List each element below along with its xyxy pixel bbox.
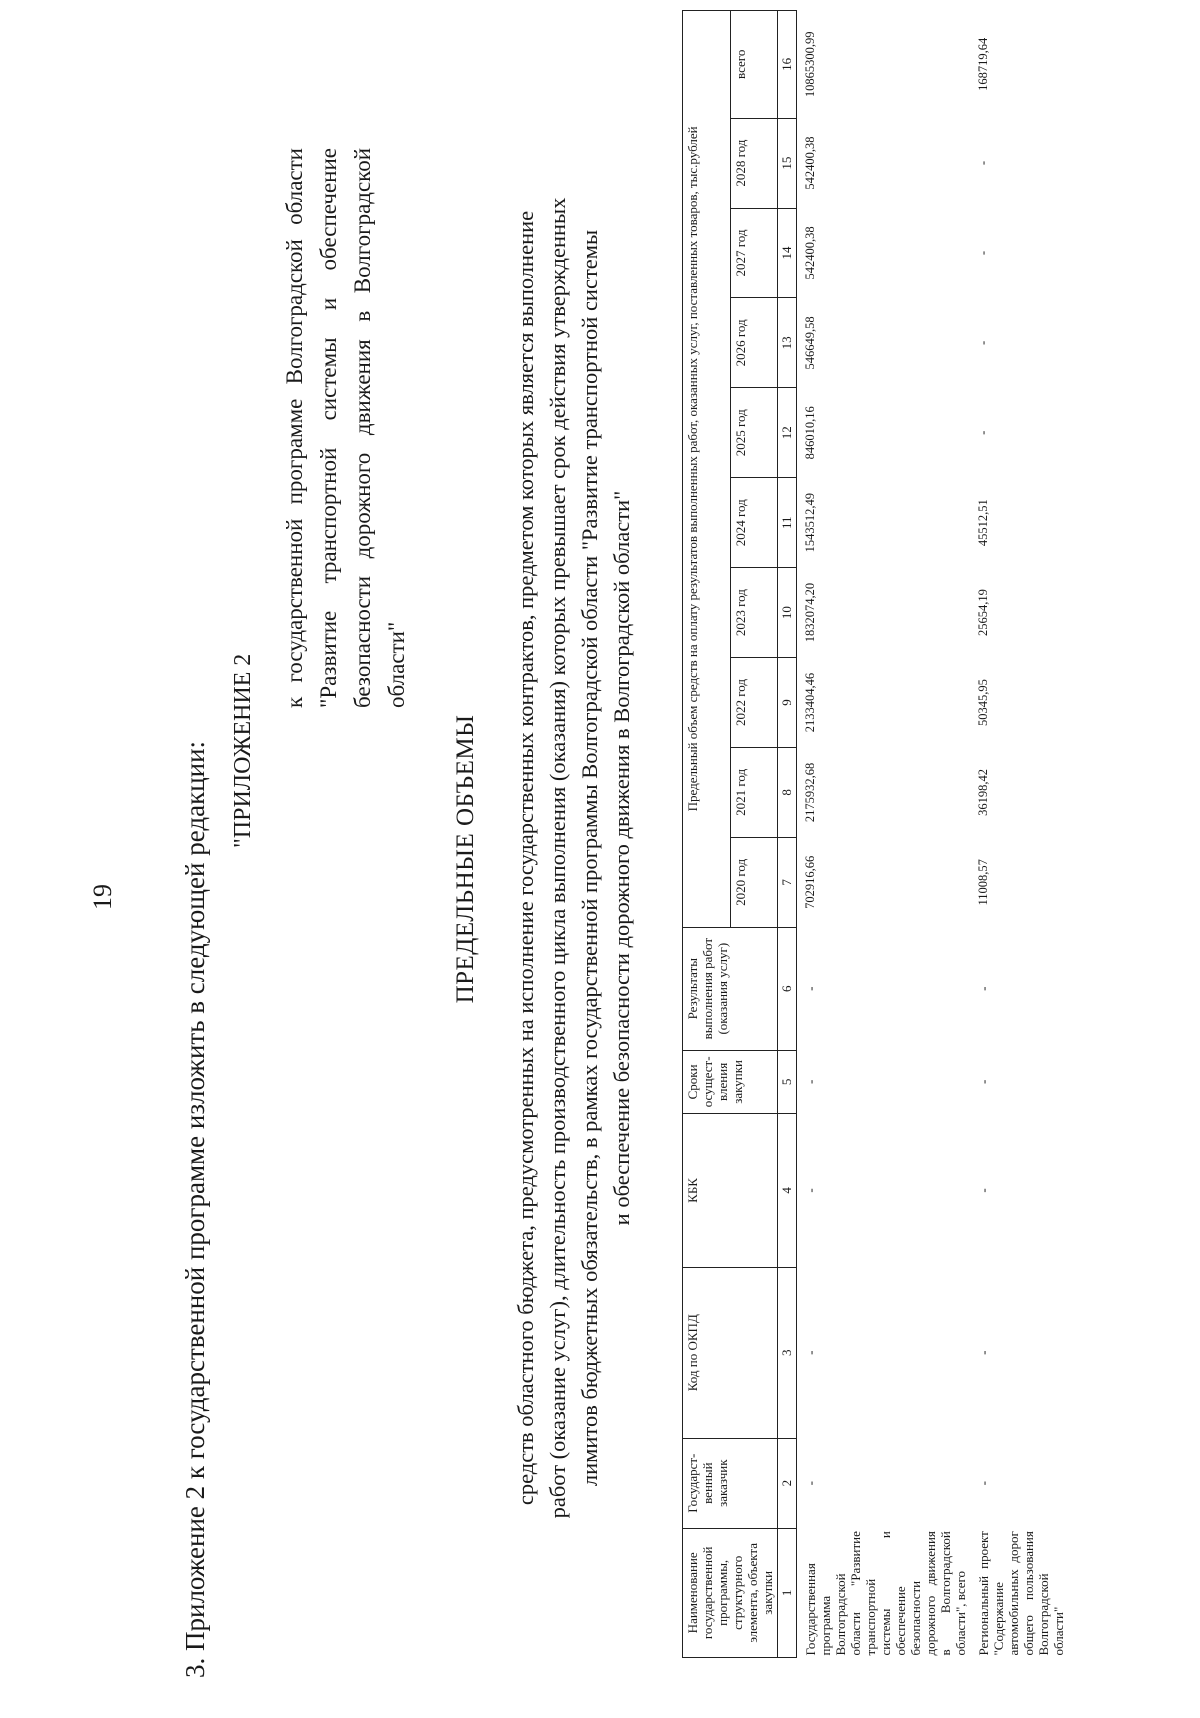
- header-row: [683, 11, 731, 1658]
- row-value: 542400,38: [803, 136, 817, 190]
- header-limit-group: Предельный объем средств на оплату результатов выполненных работ, оказанных услуг, поставленных товаров, тыс.рублей: [683, 11, 731, 928]
- table-row: [797, 11, 971, 1658]
- column-number: 4: [778, 1114, 797, 1268]
- row-name: Региональный проект "Содержание автомобильных дорог общего пользования Волгоградской области": [976, 1531, 1066, 1656]
- header-year: 2027 год: [730, 208, 778, 298]
- row-total: 10865300,99: [803, 31, 817, 98]
- row-value: -: [976, 340, 990, 345]
- amendment-heading: 3. Приложение 2 к государственной программе изложить в следующей редакции:: [180, 740, 210, 1678]
- row-value: 50345,95: [976, 679, 990, 726]
- column-number: 14: [778, 208, 797, 298]
- header-kbk: КБК: [683, 1114, 778, 1268]
- header-year: 2025 год: [730, 388, 778, 478]
- row-value: 36198,42: [976, 768, 990, 816]
- subtitle-line: лимитов бюджетных обязательств, в рамках государственной программы Волгоградской области "Развитие транспортной системы: [577, 229, 602, 1487]
- row-value: 1543512,49: [803, 493, 817, 553]
- row-value: 542400,38: [803, 226, 817, 280]
- row-value: -: [976, 161, 990, 166]
- column-number: 15: [778, 118, 797, 208]
- column-number: 16: [778, 11, 797, 119]
- column-number: 3: [778, 1267, 797, 1438]
- row-terms: -: [976, 1079, 991, 1085]
- row-value: -: [976, 430, 990, 435]
- row-name: Государственная программа Волгоградской области "Развитие транспортной системы и обеспечение безопасности дорожного движения в Волгоградской области", всего: [803, 1531, 968, 1656]
- header-year: 2022 год: [730, 658, 778, 748]
- header-okpd: Код по ОКПД: [683, 1267, 778, 1438]
- header-year: 2023 год: [730, 568, 778, 658]
- header-total: всего: [730, 11, 778, 119]
- appendix-reference: к государственной программе Волгоградской области "Развитие транспортной системы и обеспечение безопасности дорожного движения в Волгоградской области": [282, 148, 409, 708]
- header-name: Наименование государственной программы, структурного элемента, объекта закупки: [683, 1528, 778, 1657]
- header-results: Результаты выполнения работ (оказания услуг): [683, 927, 778, 1050]
- column-number: 5: [778, 1050, 797, 1114]
- row-results: -: [976, 986, 991, 991]
- column-number-row: [778, 11, 797, 1658]
- row-okpd: -: [803, 1350, 818, 1355]
- row-value: 702916,66: [803, 855, 817, 909]
- row-customer: -: [803, 1481, 818, 1486]
- row-terms: -: [803, 1079, 818, 1085]
- row-value: 2175932,68: [803, 762, 817, 823]
- header-year: 2020 год: [730, 837, 778, 927]
- column-number: 8: [778, 747, 797, 837]
- column-number: 12: [778, 388, 797, 478]
- row-customer: -: [976, 1481, 991, 1486]
- column-number: 7: [778, 837, 797, 927]
- column-number: 10: [778, 568, 797, 658]
- row-value: 2133404,46: [803, 672, 817, 733]
- limits-table: [682, 10, 1068, 1658]
- column-number: 11: [778, 478, 797, 568]
- header-year: 2021 год: [730, 747, 778, 837]
- row-value: 546649,58: [803, 316, 817, 370]
- row-results: -: [803, 986, 818, 991]
- header-year: 2024 год: [730, 478, 778, 568]
- header-year: 2026 год: [730, 298, 778, 388]
- row-okpd: -: [976, 1350, 991, 1355]
- header-terms: Сроки осущест-вления закупки: [683, 1050, 778, 1114]
- subtitle-line: работ (оказание услуг), длительность производственного цикла выполнения (оказания) которых превышает срок действия утвержденных: [545, 197, 570, 1519]
- document-title: ПРЕДЕЛЬНЫЕ ОБЪЕМЫ: [452, 714, 479, 1004]
- subtitle-line: и обеспечение безопасности дорожного движения в Волгоградской области": [609, 490, 634, 1226]
- page-number: 19: [88, 884, 117, 910]
- row-value: 846010,16: [803, 406, 817, 460]
- row-value: 25654,19: [976, 589, 990, 637]
- row-kbk: -: [976, 1188, 991, 1193]
- appendix-title: "ПРИЛОЖЕНИЕ 2: [230, 653, 256, 848]
- row-total: 168719,64: [976, 37, 990, 91]
- column-number: 6: [778, 927, 797, 1050]
- column-number: 13: [778, 298, 797, 388]
- subtitle-line: средств областного бюджета, предусмотренных на исполнение государственных контрактов, предметом которых является выполнение: [513, 210, 538, 1506]
- row-kbk: -: [803, 1188, 818, 1193]
- column-number: 9: [778, 658, 797, 748]
- column-number: 2: [778, 1438, 797, 1528]
- row-value: 45512,51: [976, 499, 990, 547]
- column-number: 1: [778, 1528, 797, 1657]
- row-value: -: [976, 250, 990, 256]
- document-subtitle: [510, 38, 638, 1678]
- row-value: 11008,57: [976, 859, 990, 906]
- row-value: 1832074,20: [803, 582, 817, 643]
- table-row: [970, 11, 1068, 1658]
- header-customer: Государст-венный заказчик: [683, 1438, 778, 1528]
- header-year: 2028 год: [730, 118, 778, 208]
